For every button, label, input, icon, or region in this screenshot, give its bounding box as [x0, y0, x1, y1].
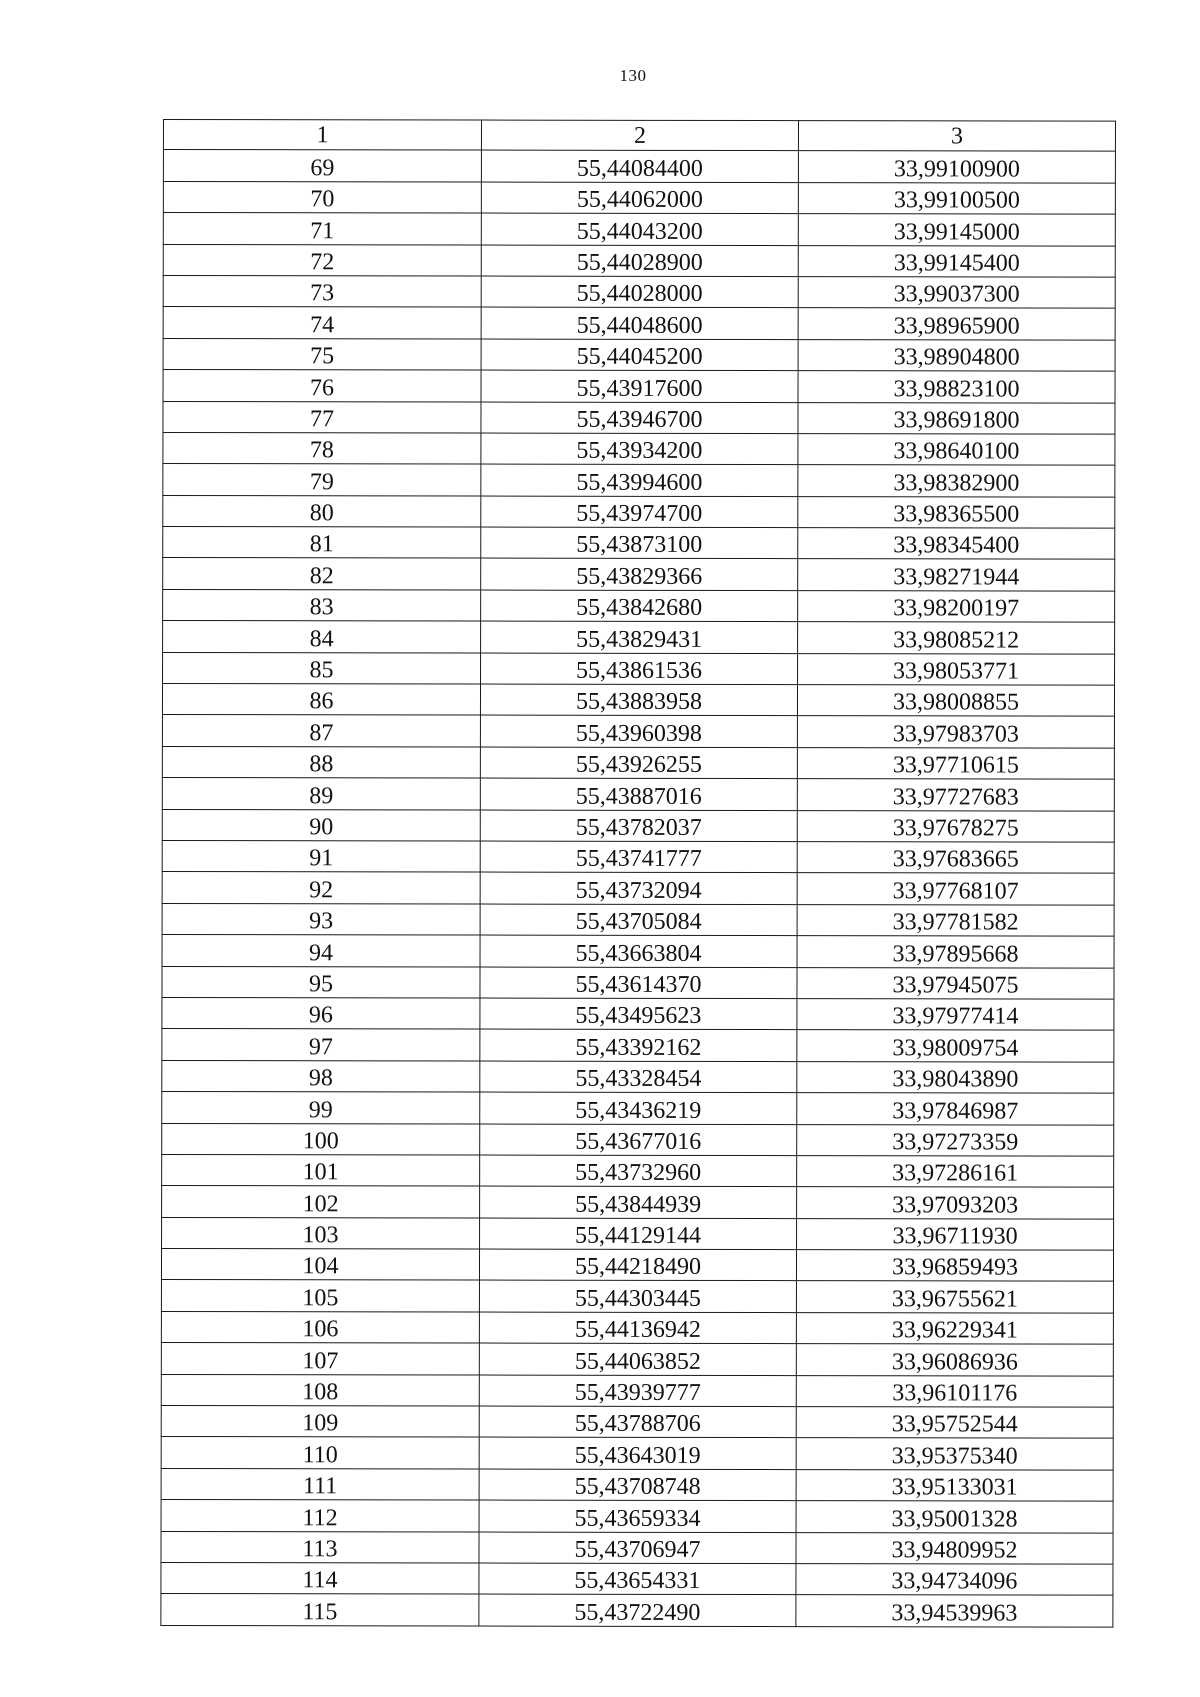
cell-latitude: 55,43705084 — [480, 904, 797, 936]
cell-latitude: 55,43844939 — [480, 1186, 797, 1218]
table-row — [162, 997, 1114, 1030]
table-row — [163, 401, 1115, 434]
cell-point-number: 74 — [163, 307, 481, 339]
cell-point-number: 76 — [163, 370, 481, 402]
cell-longitude: 33,94809952 — [796, 1532, 1113, 1564]
table-row — [163, 213, 1115, 246]
header-row — [163, 120, 1115, 152]
cell-longitude: 33,96755621 — [796, 1281, 1113, 1313]
table-row — [162, 1154, 1114, 1187]
column-header-longitude: 3 — [798, 121, 1115, 152]
cell-longitude: 33,99100900 — [798, 151, 1115, 183]
cell-latitude: 55,43934200 — [481, 433, 798, 465]
cell-longitude: 33,98640100 — [798, 434, 1115, 466]
table-row — [162, 778, 1114, 811]
cell-latitude: 55,43495623 — [480, 998, 797, 1030]
table-row — [162, 1123, 1114, 1156]
table-row — [162, 715, 1114, 748]
cell-latitude: 55,44028000 — [481, 276, 798, 308]
table-row — [162, 1186, 1114, 1219]
table-row — [161, 1562, 1113, 1595]
table-row — [161, 1531, 1113, 1564]
table-row — [161, 1406, 1113, 1439]
cell-longitude: 33,98965900 — [798, 308, 1115, 340]
cell-point-number: 92 — [162, 872, 480, 904]
cell-latitude: 55,43732960 — [480, 1155, 797, 1187]
cell-latitude: 55,44218490 — [479, 1249, 796, 1281]
cell-point-number: 88 — [162, 746, 480, 778]
cell-longitude: 33,98823100 — [798, 371, 1115, 403]
cell-point-number: 115 — [161, 1594, 479, 1626]
cell-point-number: 78 — [163, 432, 481, 464]
cell-latitude: 55,43887016 — [480, 778, 797, 810]
table-row — [163, 150, 1115, 183]
cell-longitude: 33,98085212 — [798, 622, 1115, 654]
cell-point-number: 73 — [163, 275, 481, 307]
cell-latitude: 55,43328454 — [480, 1061, 797, 1093]
cell-longitude: 33,98691800 — [798, 402, 1115, 434]
table-row — [161, 1437, 1113, 1470]
table-row — [162, 840, 1114, 873]
cell-longitude: 33,96859493 — [796, 1250, 1113, 1282]
cell-point-number: 114 — [161, 1562, 479, 1594]
cell-longitude: 33,98043890 — [797, 1061, 1114, 1093]
cell-point-number: 79 — [163, 464, 481, 496]
cell-point-number: 103 — [162, 1217, 480, 1249]
cell-latitude: 55,44062000 — [481, 182, 798, 214]
column-header-latitude: 2 — [481, 120, 798, 151]
column-header-point-number: 1 — [163, 120, 481, 151]
cell-latitude: 55,44129144 — [480, 1218, 797, 1250]
table-row — [163, 244, 1115, 277]
table-row — [163, 181, 1115, 214]
table-row — [162, 935, 1114, 968]
cell-longitude: 33,97710615 — [797, 747, 1114, 779]
table-row — [162, 809, 1114, 842]
coordinates-table — [160, 119, 1116, 1627]
cell-latitude: 55,44028900 — [481, 245, 798, 277]
cell-point-number: 104 — [161, 1249, 479, 1281]
table-row — [162, 903, 1114, 936]
cell-longitude: 33,96101176 — [796, 1375, 1113, 1407]
cell-latitude: 55,43654331 — [479, 1563, 796, 1595]
cell-longitude: 33,98200197 — [798, 590, 1115, 622]
table-row — [163, 307, 1115, 340]
cell-point-number: 113 — [161, 1531, 479, 1563]
cell-point-number: 81 — [163, 527, 481, 559]
cell-latitude: 55,43614370 — [480, 967, 797, 999]
cell-latitude: 55,43732094 — [480, 872, 797, 904]
table-body — [161, 150, 1116, 1627]
cell-longitude: 33,97781582 — [797, 904, 1114, 936]
table-row — [163, 652, 1115, 685]
cell-longitude: 33,96229341 — [796, 1312, 1113, 1344]
cell-point-number: 90 — [162, 809, 480, 841]
cell-longitude: 33,98904800 — [798, 339, 1115, 371]
cell-point-number: 85 — [163, 652, 481, 684]
cell-point-number: 98 — [162, 1060, 480, 1092]
cell-longitude: 33,98053771 — [798, 653, 1115, 685]
table-row — [161, 1468, 1113, 1501]
table-row — [162, 1060, 1114, 1093]
table-row — [161, 1500, 1113, 1533]
cell-longitude: 33,99145000 — [798, 214, 1115, 246]
cell-point-number: 96 — [162, 997, 480, 1029]
cell-latitude: 55,43677016 — [480, 1124, 797, 1156]
cell-latitude: 55,43842680 — [481, 590, 798, 622]
cell-latitude: 55,43782037 — [480, 810, 797, 842]
table-row — [161, 1249, 1113, 1282]
table-row — [161, 1311, 1113, 1344]
cell-longitude: 33,99145400 — [798, 245, 1115, 277]
cell-longitude: 33,97945075 — [797, 967, 1114, 999]
cell-latitude: 55,43788706 — [479, 1406, 796, 1438]
cell-longitude: 33,95001328 — [796, 1501, 1113, 1533]
cell-longitude: 33,98345400 — [798, 528, 1115, 560]
cell-latitude: 55,44084400 — [481, 150, 798, 182]
cell-latitude: 55,43873100 — [481, 527, 798, 559]
cell-longitude: 33,95375340 — [796, 1438, 1113, 1470]
cell-longitude: 33,99100500 — [798, 182, 1115, 214]
cell-latitude: 55,44136942 — [479, 1312, 796, 1344]
cell-longitude: 33,94539963 — [796, 1595, 1113, 1627]
table-row — [162, 1092, 1114, 1125]
cell-longitude: 33,99037300 — [798, 277, 1115, 309]
cell-point-number: 100 — [162, 1123, 480, 1155]
table-header — [163, 120, 1115, 152]
cell-latitude: 55,43974700 — [481, 496, 798, 528]
cell-point-number: 80 — [163, 495, 481, 527]
cell-latitude: 55,44045200 — [481, 339, 798, 371]
cell-longitude: 33,97273359 — [797, 1124, 1114, 1156]
cell-point-number: 71 — [163, 213, 481, 245]
cell-longitude: 33,97895668 — [797, 936, 1114, 968]
cell-point-number: 94 — [162, 935, 480, 967]
cell-longitude: 33,98365500 — [798, 496, 1115, 528]
cell-point-number: 87 — [162, 715, 480, 747]
cell-point-number: 82 — [163, 558, 481, 590]
cell-latitude: 55,43829431 — [481, 621, 798, 653]
cell-longitude: 33,97727683 — [797, 779, 1114, 811]
table-row — [163, 621, 1115, 654]
table-row — [163, 495, 1115, 528]
cell-longitude: 33,97286161 — [797, 1155, 1114, 1187]
table-row — [162, 1029, 1114, 1062]
table-row — [162, 966, 1114, 999]
cell-latitude: 55,43994600 — [481, 464, 798, 496]
cell-longitude: 33,97093203 — [797, 1187, 1114, 1219]
cell-longitude: 33,98008855 — [797, 685, 1114, 717]
cell-point-number: 112 — [161, 1500, 479, 1532]
cell-longitude: 33,95752544 — [796, 1407, 1113, 1439]
table-row — [162, 872, 1114, 905]
cell-longitude: 33,98382900 — [798, 465, 1115, 497]
cell-latitude: 55,43946700 — [481, 402, 798, 434]
cell-point-number: 107 — [161, 1343, 479, 1375]
cell-latitude: 55,44043200 — [481, 213, 798, 245]
cell-point-number: 93 — [162, 903, 480, 935]
cell-longitude: 33,96086936 — [796, 1344, 1113, 1376]
cell-point-number: 70 — [163, 181, 481, 213]
table-row — [163, 464, 1115, 497]
cell-point-number: 84 — [163, 621, 481, 653]
table-row — [162, 1217, 1114, 1250]
cell-latitude: 55,43926255 — [480, 747, 797, 779]
cell-latitude: 55,44063852 — [479, 1343, 796, 1375]
table-row — [161, 1280, 1113, 1313]
table-row — [161, 1594, 1113, 1627]
cell-point-number: 97 — [162, 1029, 480, 1061]
table-row — [161, 1343, 1113, 1376]
table-row — [163, 589, 1115, 622]
cell-point-number: 91 — [162, 840, 480, 872]
cell-point-number: 99 — [162, 1092, 480, 1124]
page-number: 130 — [619, 66, 647, 85]
table-row — [163, 432, 1115, 465]
cell-point-number: 101 — [162, 1154, 480, 1186]
cell-latitude: 55,43706947 — [479, 1532, 796, 1564]
table-row — [162, 684, 1114, 717]
cell-latitude: 55,43643019 — [479, 1437, 796, 1469]
table-row — [162, 746, 1114, 779]
cell-point-number: 95 — [162, 966, 480, 998]
cell-latitude: 55,43741777 — [480, 841, 797, 873]
cell-longitude: 33,97846987 — [797, 1093, 1114, 1125]
cell-latitude: 55,43722490 — [479, 1594, 796, 1626]
cell-latitude: 55,43663804 — [480, 935, 797, 967]
cell-longitude: 33,95133031 — [796, 1469, 1113, 1501]
cell-point-number: 102 — [162, 1186, 480, 1218]
cell-point-number: 75 — [163, 338, 481, 370]
cell-longitude: 33,97678275 — [797, 810, 1114, 842]
cell-latitude: 55,43960398 — [480, 715, 797, 747]
cell-point-number: 83 — [163, 589, 481, 621]
cell-longitude: 33,97768107 — [797, 873, 1114, 905]
cell-longitude: 33,98271944 — [798, 559, 1115, 591]
cell-latitude: 55,43917600 — [481, 370, 798, 402]
cell-latitude: 55,43436219 — [480, 1092, 797, 1124]
cell-point-number: 108 — [161, 1374, 479, 1406]
table-row — [163, 527, 1115, 560]
cell-longitude: 33,97683665 — [797, 842, 1114, 874]
cell-longitude: 33,98009754 — [797, 1030, 1114, 1062]
cell-latitude: 55,43883958 — [480, 684, 797, 716]
cell-point-number: 109 — [161, 1406, 479, 1438]
cell-latitude: 55,43392162 — [480, 1029, 797, 1061]
cell-longitude: 33,97983703 — [797, 716, 1114, 748]
cell-latitude: 55,43659334 — [479, 1500, 796, 1532]
cell-longitude: 33,96711930 — [797, 1218, 1114, 1250]
cell-latitude: 55,43708748 — [479, 1469, 796, 1501]
cell-point-number: 111 — [161, 1468, 479, 1500]
cell-point-number: 69 — [163, 150, 481, 182]
cell-latitude: 55,44048600 — [481, 307, 798, 339]
cell-point-number: 77 — [163, 401, 481, 433]
cell-point-number: 89 — [162, 778, 480, 810]
cell-latitude: 55,44303445 — [479, 1281, 796, 1313]
cell-latitude: 55,43829366 — [481, 559, 798, 591]
table-row — [163, 275, 1115, 308]
table-row — [163, 370, 1115, 403]
table-row — [163, 558, 1115, 591]
cell-latitude: 55,43861536 — [481, 653, 798, 685]
table-row — [161, 1374, 1113, 1407]
cell-point-number: 72 — [163, 244, 481, 276]
cell-point-number: 110 — [161, 1437, 479, 1469]
cell-longitude: 33,97977414 — [797, 999, 1114, 1031]
cell-point-number: 86 — [162, 684, 480, 716]
cell-longitude: 33,94734096 — [796, 1564, 1113, 1596]
cell-point-number: 106 — [161, 1311, 479, 1343]
cell-latitude: 55,43939777 — [479, 1375, 796, 1407]
cell-point-number: 105 — [161, 1280, 479, 1312]
table-row — [163, 338, 1115, 371]
